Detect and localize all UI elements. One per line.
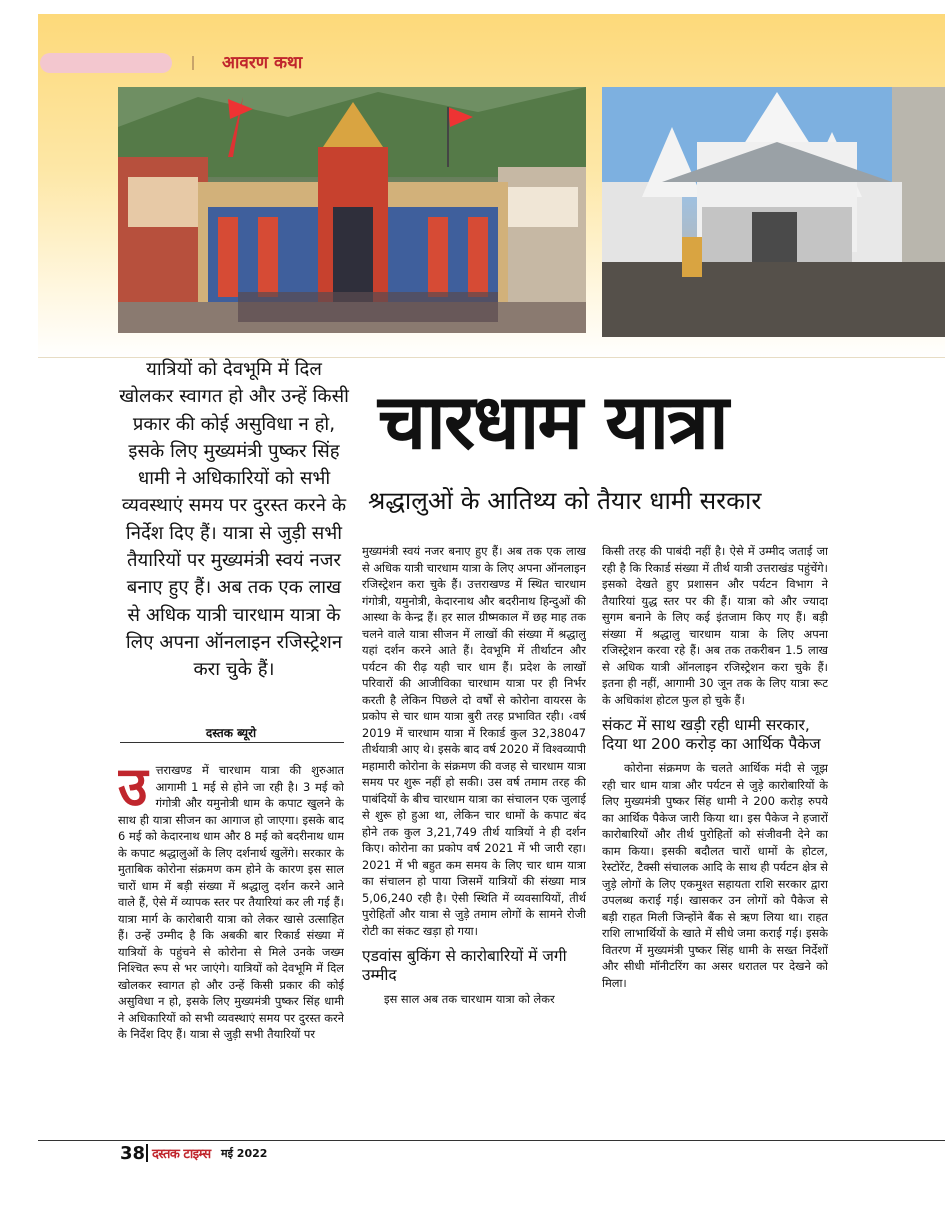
column-3-text: किसी तरह की पाबंदी नहीं है। ऐसे में उम्मीद जताई जा रही है कि रिकार्ड संख्या में तीर्थ यात्री उत्तराखंड पहुंचेंगे। इसको देखते हुए प्रशासन और पर्यटन विभाग ने तैयारियां युद्ध स्तर पर की हैं। यात्रा को और ज्यादा सुगम बनाने के लिए कई इंतजाम किए गए हैं। बड़ी संख्या में श्रद्धालु चारधाम यात्रा के लिए अपना रजिस्ट्रेशन करवा रहे हैं। अब तक तकरीबन 1.5 लाख से अधिक यात्री ऑनलाइन रजिस्ट्रेशन करा चुके हैं। इतना ही नहीं, आगामी 30 जून तक के लिए यात्रा रूट के अधिकांश होटल फुल हो चुके हैं। — [602, 544, 828, 707]
section-divider — [192, 56, 194, 70]
page-number: 38 — [120, 1143, 146, 1164]
footer-rule — [38, 1140, 945, 1141]
gangotri-temple-illustration — [602, 87, 945, 337]
pull-quote: यात्रियों को देवभूमि में दिल खोलकर स्वागत हो और उन्हें किसी प्रकार की कोई असुविधा न हो, इसके लिए मुख्यमंत्री पुष्कर सिंह धामी ने अधिकारियों को सभी व्यवस्थाएं समय पर दुरस्त करने के निर्देश दिए हैं। यात्रा से जुड़ी सभी तैयारियों पर मुख्यमंत्री स्वयं नजर बनाए हुए हैं। अब तक एक लाख से अधिक यात्री चारधाम यात्रा के लिए अपना ऑनलाइन रजिस्ट्रेशन करा चुके हैं। — [119, 359, 349, 681]
column-1-text: त्तराखण्ड में चारधाम यात्रा की शुरुआत आगामी 1 मई से होने जा रही है। 3 मई को गंगोत्री और यमुनोत्री धाम के कपाट खुलने के साथ ही यात्रा सीजन का आगाज हो जाएगा। इसके बाद 6 मई को केदारनाथ धाम और 8 मई को बदरीनाथ धाम के कपाट श्रद्धालुओं के लिए दर्शनार्थ खुलेंगे। सरकार के मुताबिक कोरोना संक्रमण कम होने के कारण इस साल चारों धाम में बड़ी संख्या में श्रद्धालु दर्शन करने आने वाले हैं, ऐसे में व्यापक स्तर पर तैयारियां कर ली गई हैं। यात्रा मार्ग के कारोबारी यात्रा को लेकर खासे उत्साहित हैं। उन्हें उम्मीद है कि अबकी बार रिकार्ड संख्या में यात्रियों के पहुंचने से कोरोना से मिले उनके जख्म निश्चित रूप से भर जाएंगे। यात्रियों को देवभूमि में दिल खोलकर स्वागत हो और उन्हें किसी प्रकार की कोई असुविधा न हो, इसके लिए मुख्यमंत्री पुष्कर सिंह धामी ने अधिकारियों को सभी व्यवस्थाएं समय पर दुरस्त करने के निर्देश दिए हैं। यात्रा से जुड़ी सभी तैयारियों पर — [118, 763, 344, 1041]
headline: चारधाम यात्रा — [378, 377, 727, 466]
article-column-1 — [118, 762, 344, 1128]
column-2-subheading: एडवांस बुकिंग से कारोबारियों में जगी उम्मीद — [362, 947, 567, 984]
column-3-text-2: कोरोना संक्रमण के चलते आर्थिक मंदी से जूझ रही चार धाम यात्रा और पर्यटन से जुड़े कारोबारियों के लिए मुख्यमंत्री पुष्कर सिंह धामी ने 200 करोड़ रुपये का आर्थिक पैकेज जारी किया था। इस पैकेज ने हजारों कारोबारियों और तीर्थ पुरोहितों को संजीवनी देने का काम किया। इसकी बदौलत चारों धामों के होटल, रेस्टोरेंट, टैक्सी संचालक आदि के साथ ही पर्यटन क्षेत्र से जुड़े लोगों के लिए एकमुश्त सहायता राशि सरकार द्वारा उपलब्ध कराई गई। खासकर उन लोगों को पैकेज से बड़ी राहत मिली जिन्होंने बैंक से ऋण लिया था। राहत राशि लाभार्थियों के खाते में सीधे जमा कराई गई। इसके वितरण में मुख्यमंत्री पुष्कर सिंह धामी के सख्त निर्देशों और सीधी मॉनीटरिंग का असर धरातल पर देखने को मिला। — [602, 761, 828, 990]
section-pill — [40, 53, 172, 73]
column-2-text-2: इस साल अब तक चारधाम यात्रा को लेकर — [384, 992, 555, 1006]
issue-date: मई 2022 — [221, 1147, 268, 1160]
byline-rule — [120, 742, 344, 743]
drop-cap: उ — [118, 762, 148, 818]
column-3-subheading: संकट में साथ खड़ी रही धामी सरकार, दिया था 200 करोड़ का आर्थिक पैकेज — [602, 716, 821, 753]
column-2-text: मुख्यमंत्री स्वयं नजर बनाए हुए हैं। अब तक एक लाख से अधिक यात्री चारधाम यात्रा के लिए अपना ऑनलाइन रजिस्ट्रेशन करा चुके हैं। उत्तराखण्ड में स्थित चारधाम गंगोत्री, यमुनोत्री, केदारनाथ और बदरीनाथ हिन्दुओं की आस्था के केन्द्र हैं। हर साल ग्रीष्मकाल में छह माह तक चलने वाले यात्रा सीजन में लाखों की संख्या में श्रद्धालु यहां दर्शन करने आते हैं। देवभूमि में तीर्थाटन और पर्यटन की रीढ़ यही चार धाम हैं। प्रदेश के लाखों परिवारों की आजीविका चारधाम यात्रा पर ही निर्भर करती है लेकिन पिछले दो वर्षों से कोरोना वायरस के प्रकोप से चार धाम यात्रा बुरी तरह प्रभावित रही। ‹वर्ष 2019 में चारधाम यात्रा में रिकार्ड कुल 32,38047 तीर्थयात्री आए थे। इसके बाद वर्ष 2020 में विश्वव्यापी महामारी कोरोना के संक्रमण की वजह से चारधाम यात्रा समय पर शुरू नहीं हो सकी। उस वर्ष तमाम तरह की पाबंदियों के बीच चारधाम यात्रा का संचालन एक जुलाई से शुरू हो हुआ था, लेकिन चार धामों के कपाट बंद होने तक कुल 3,21,749 तीर्थ यात्रियों ने ही दर्शन किए। कोरोना का प्रकोप वर्ष 2021 में भी जारी रहा। 2021 में भी बहुत कम समय के लिए चार धाम यात्रा का संचालन हो पाया जिसमें यात्रियों की संख्या मात्र 5,06,240 रही है। ऐसी स्थिति में व्यवसायियों, तीर्थ पुरोहितों और यात्रा से जुड़े तमाम लोगों के सामने रोजी रोटी का संकट खड़ा हो गया। — [362, 544, 586, 938]
magazine-logo: दस्तक टाइम्स — [152, 1147, 211, 1162]
gangotri-temple-photo — [602, 87, 945, 337]
article-column-3 — [602, 543, 828, 1133]
article-column-2 — [362, 543, 586, 1133]
subheadline: श्रद्धालुओं के आतिथ्य को तैयार धामी सरकार — [368, 486, 762, 515]
badrinath-temple-photo — [118, 87, 586, 333]
byline: दस्तक ब्यूरो — [205, 726, 257, 740]
footer-divider — [146, 1144, 148, 1162]
badrinath-temple-illustration — [118, 87, 586, 333]
section-label: आवरण कथा — [222, 53, 303, 73]
